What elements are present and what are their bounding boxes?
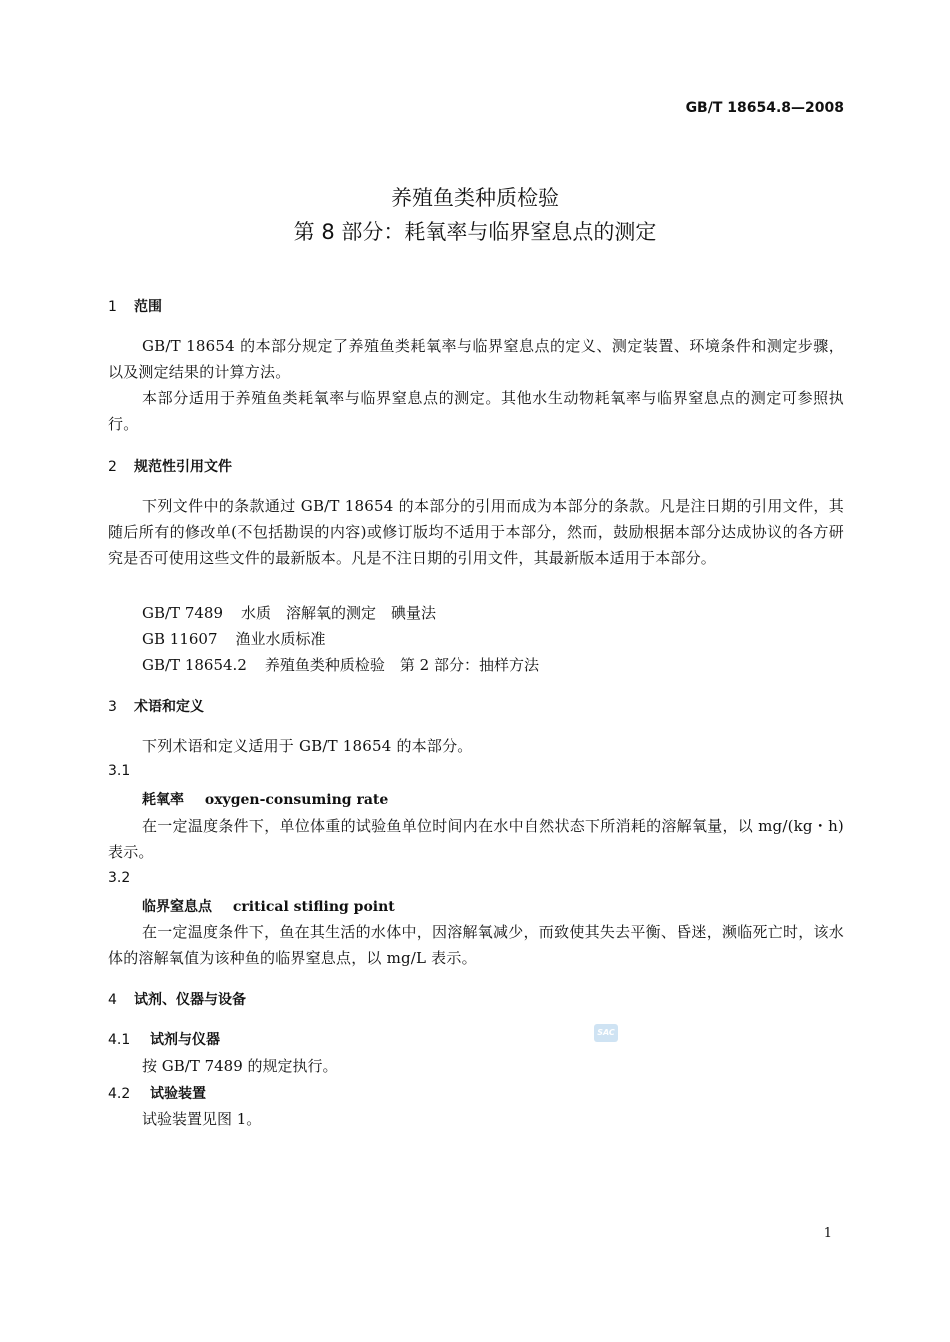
document-title: 养殖鱼类种质检验 [391,186,559,210]
reference-title: 水质 溶解氧的测定 碘量法 [241,604,437,622]
reference-title: 渔业水质标准 [235,630,326,648]
subsection-number: 4.2 [108,1086,131,1102]
term-definition: 在一定温度条件下，鱼在其生活的水体中，因溶解氧减少，而致使其失去平衡、昏迷，濒临死亡时，该水体的溶解氧值为该种鱼的临界窒息点，以 mg/L 表示。 [108,923,844,967]
reference-item [142,654,539,675]
paragraph: 下列文件中的条款通过 GB/T 18654 的本部分的引用而成为本部分的条款。凡是注日期的引用文件，其随后所有的修改单(不包括勘误的内容)或修订版均不适用于本部分，然而，鼓励根据本部分达成协议的各方研究是否可使用这些文件的最新版本。凡是不注日期的引用文件，其最新版本适用于本部分。 [108,497,844,567]
section-number: 1 [108,299,117,315]
section-number: 4 [108,992,117,1008]
reference-title: 养殖鱼类种质检验 第 2 部分：抽样方法 [264,656,539,674]
section-number: 3 [108,699,117,715]
section-title: 范围 [134,299,162,315]
section-heading-1 [108,296,162,316]
term-definition: 在一定温度条件下，单位体重的试验鱼单位时间内在水中自然状态下所消耗的溶解氧量，以 mg/(kg・h)表示。 [108,817,844,861]
reference-item [142,602,436,623]
paragraph: GB/T 18654 的本部分规定了养殖鱼类耗氧率与临界窒息点的定义、测定装置、环境条件和测定步骤，以及测定结果的计算方法。 [108,337,844,381]
term-entry [142,896,395,916]
subsection-title: 试剂与仪器 [150,1032,220,1048]
term-chinese: 临界窒息点 [142,899,212,915]
clause-number: 3.1 [108,763,131,779]
section-title: 规范性引用文件 [134,459,232,475]
section-heading-2 [108,456,232,476]
term-chinese: 耗氧率 [142,792,184,808]
reference-code: GB/T 7489 [142,604,224,622]
reference-item [142,628,326,649]
reference-code: GB 11607 [142,630,218,648]
subsection-number: 4.1 [108,1032,131,1048]
subsection-heading-4-1 [108,1029,220,1049]
document-subtitle: 第 8 部分：耗氧率与临界窒息点的测定 [293,220,657,244]
page-number: 1 [823,1226,832,1241]
sac-watermark-logo: SAC [594,1024,618,1042]
term-english: critical stifling point [232,899,395,915]
term-english: oxygen-consuming rate [204,792,389,808]
paragraph: 按 GB/T 7489 的规定执行。 [142,1057,338,1075]
paragraph: 本部分适用于养殖鱼类耗氧率与临界窒息点的测定。其他水生动物耗氧率与临界窒息点的测定可参照执行。 [108,389,844,433]
paragraph: 下列术语和定义适用于 GB/T 18654 的本部分。 [142,737,473,755]
subsection-heading-4-2 [108,1083,206,1103]
section-title: 术语和定义 [134,699,204,715]
section-heading-3 [108,696,204,716]
reference-code: GB/T 18654.2 [142,656,247,674]
term-entry [142,789,388,809]
standard-number: GB/T 18654.8—2008 [685,100,844,116]
section-number: 2 [108,459,117,475]
section-heading-4 [108,989,246,1009]
section-title: 试剂、仪器与设备 [134,992,246,1008]
clause-number: 3.2 [108,870,131,886]
paragraph: 试验装置见图 1。 [142,1110,262,1128]
subsection-title: 试验装置 [150,1086,206,1102]
